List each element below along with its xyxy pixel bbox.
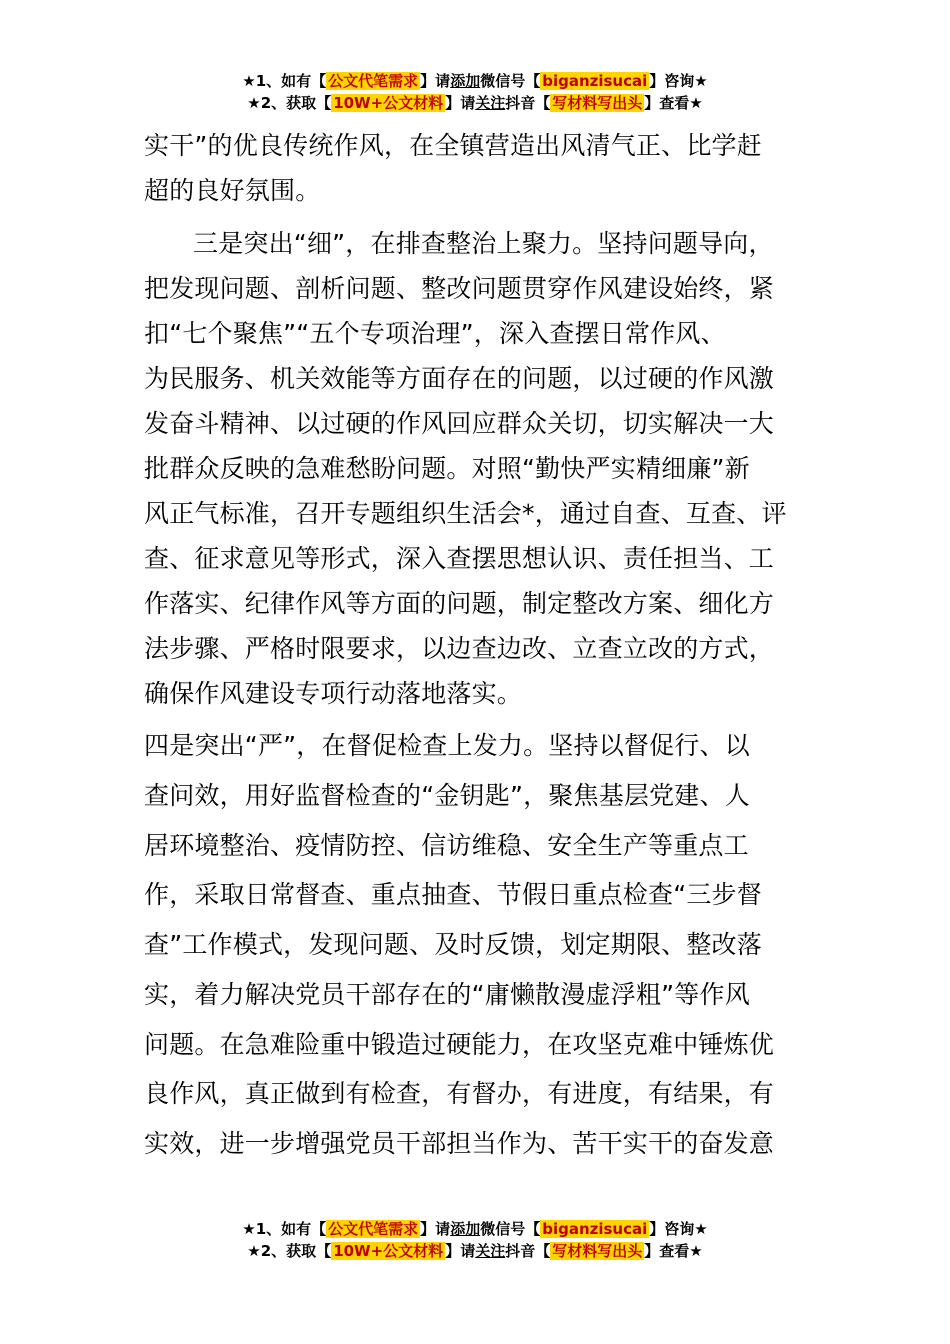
banner-text: 抖音【 — [505, 94, 551, 112]
body-line: 法步骤、严格时限要求，以边查边改、立查立改的方式， — [144, 634, 775, 663]
banner-line-2 — [0, 1240, 950, 1262]
banner-text: 关注 — [475, 94, 506, 112]
body-line: 查问效，用好监督检查的“金钥匙”，聚焦基层党建、人 — [144, 781, 750, 810]
body-line: 把发现问题、剖析问题、整改问题贯穿作风建设始终，紧 — [144, 274, 775, 303]
banner-text: 】查看★ — [644, 1242, 703, 1260]
banner-text: 】查看★ — [644, 94, 703, 112]
body-line: 作，采取日常督查、重点抽查、节假日重点检查“三步督 — [144, 880, 762, 909]
body-line: 扣“七个聚焦”“五个专项治理”，深入查摆日常作风、 — [144, 319, 726, 348]
banner-text: 关注 — [475, 1242, 506, 1260]
body-line: 为民服务、机关效能等方面存在的问题，以过硬的作风激 — [144, 364, 775, 393]
highlight-service: 公文代笔需求 — [328, 72, 419, 90]
highlight-wechat-id: biganzisucai — [542, 72, 648, 90]
highlight-douyin: 写材料写出头 — [552, 94, 643, 112]
highlight-materials: 10W+公文材料 — [333, 94, 444, 112]
highlight-service: 公文代笔需求 — [328, 1220, 419, 1238]
banner-text: ★2、获取【 — [247, 94, 332, 112]
banner-text: 抖音【 — [505, 1242, 551, 1260]
body-line: 风正气标准，召开专题组织生活会*，通过自查、互查、评 — [144, 499, 787, 528]
banner-text: ★2、获取【 — [247, 1242, 332, 1260]
banner-text: 微信号【 — [480, 1220, 541, 1238]
body-line: 问题。在急难险重中锻造过硬能力，在攻坚克难中锤炼优 — [144, 1030, 775, 1059]
highlight-douyin: 写材料写出头 — [552, 1242, 643, 1260]
body-line: 查、征求意见等形式，深入查摆思想认识、责任担当、工 — [144, 544, 775, 573]
body-line: 确保作风建设专项行动落地落实。 — [144, 679, 523, 708]
banner-text: 】咨询★ — [649, 1220, 708, 1238]
body-line: 实效，进一步增强党员干部担当作为、苦干实干的奋发意 — [144, 1129, 775, 1158]
banner-text: 】请 — [420, 1220, 451, 1238]
banner-text: 】请 — [445, 1242, 476, 1260]
body-line: 三是突出“细”，在排查整治上聚力。坚持问题导向， — [193, 229, 774, 258]
banner-text: 微信号【 — [480, 72, 541, 90]
body-line: 批群众反映的急难愁盼问题。对照“勤快严实精细廉”新 — [144, 454, 750, 483]
body-line: 实，着力解决党员干部存在的“庸懒散漫虚浮粗”等作风 — [144, 980, 750, 1009]
footer-banner — [0, 1218, 950, 1262]
body-line: 实干”的优良传统作风，在全镇营造出风清气正、比学赶 — [144, 131, 762, 160]
body-line: 居环境整治、疫情防控、信访维稳、安全生产等重点工 — [144, 831, 749, 860]
banner-text: ★1、如有【 — [242, 1220, 327, 1238]
banner-text: 】请 — [445, 94, 476, 112]
body-line: 超的良好氛围。 — [144, 176, 321, 205]
banner-text: 添加 — [450, 72, 481, 90]
body-line: 发奋斗精神、以过硬的作风回应群众关切，切实解决一大 — [144, 409, 775, 438]
banner-text: ★1、如有【 — [242, 72, 327, 90]
body-line: 四是突出“严”，在督促检查上发力。坚持以督促行、以 — [144, 731, 750, 760]
body-line: 良作风，真正做到有检查，有督办，有进度，有结果，有 — [144, 1079, 775, 1108]
banner-text: 】请 — [420, 72, 451, 90]
highlight-wechat-id: biganzisucai — [542, 1220, 648, 1238]
body-line: 作落实、纪律作风等方面的问题，制定整改方案、细化方 — [144, 589, 775, 618]
banner-text: 】咨询★ — [649, 72, 708, 90]
highlight-materials: 10W+公文材料 — [333, 1242, 444, 1260]
banner-line-1 — [0, 1218, 950, 1240]
banner-text: 添加 — [450, 1220, 481, 1238]
body-line: 查”工作模式，发现问题、及时反馈，划定期限、整改落 — [144, 930, 762, 959]
